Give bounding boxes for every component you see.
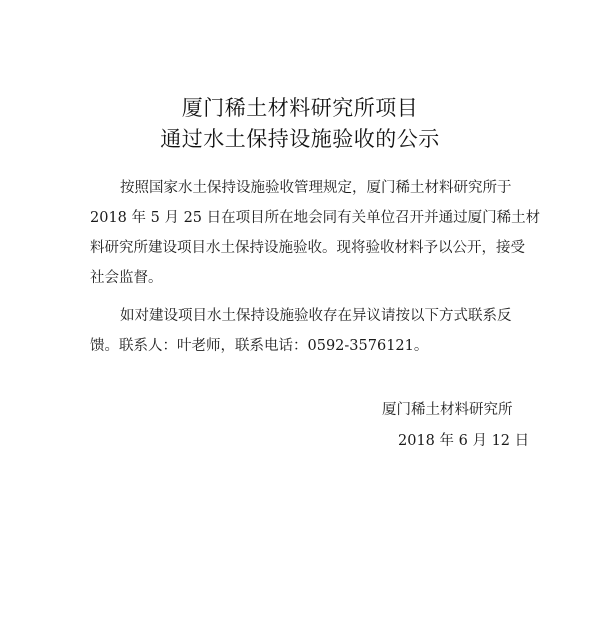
document-title-line-2: 通过水土保持设施验收的公示	[160, 127, 440, 151]
paragraph-1-line-1: 按照国家水土保持设施验收管理规定，厦门稀土材料研究所于	[120, 180, 512, 196]
paragraph-2-line-1: 如对建设项目水土保持设施验收存在异议请按以下方式联系反	[120, 308, 512, 324]
paragraph-2-line-2: 馈。联系人：叶老师，联系电话：0592-3576121。	[90, 338, 429, 354]
document-title-line-1: 厦门稀土材料研究所项目	[181, 96, 419, 120]
signature-date: 2018 年 6 月 12 日	[398, 433, 530, 449]
paragraph-1-line-2: 2018 年 5 月 25 日在项目所在地会同有关单位召开并通过厦门稀土材	[90, 210, 541, 226]
signature-organization: 厦门稀土材料研究所	[382, 402, 513, 418]
paragraph-1-line-3: 料研究所建设项目水土保持设施验收。现将验收材料予以公开，接受	[90, 240, 525, 256]
paragraph-1-line-4: 社会监督。	[90, 270, 163, 286]
